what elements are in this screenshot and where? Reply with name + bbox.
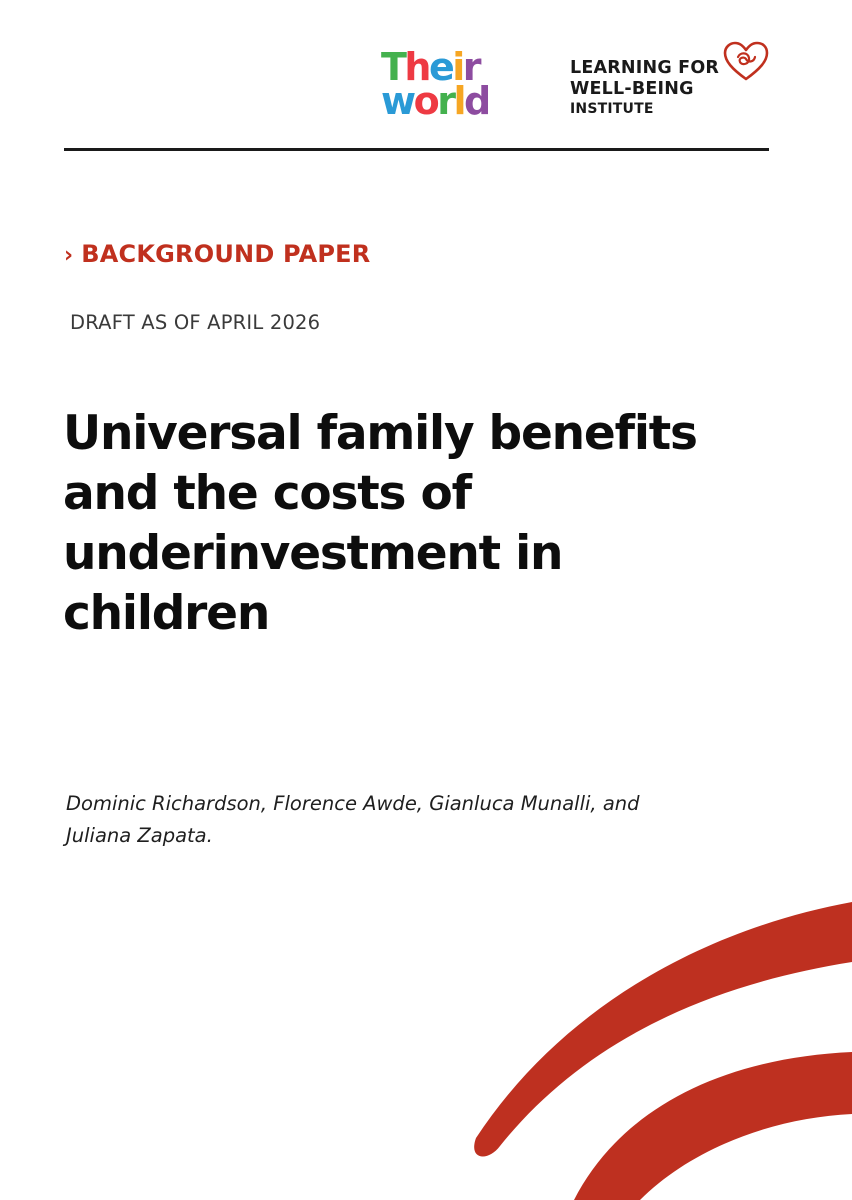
- lfwb-logo-text: [570, 58, 719, 118]
- logo-letter: r: [462, 45, 480, 89]
- logo-letter: i: [452, 45, 463, 89]
- logo-letter: T: [381, 45, 405, 89]
- document-type-label: [64, 240, 370, 268]
- title-line: and the costs of: [63, 466, 471, 521]
- swoosh-inner-band: [574, 1052, 852, 1200]
- logo-letter: h: [404, 45, 429, 89]
- swoosh-outer-band: [474, 902, 852, 1156]
- heart-icon: [722, 40, 770, 82]
- theirworld-logo-line-2: [381, 79, 489, 123]
- lfwb-logo-line-2: WELL-BEING: [570, 79, 694, 99]
- heart-icon-outline: [725, 43, 767, 79]
- author-line: Dominic Richardson, Florence Awde, Gianluca Munalli, and: [66, 792, 640, 815]
- author-list: [66, 788, 766, 852]
- theirworld-logo: [381, 46, 505, 122]
- document-type-text: BACKGROUND PAPER: [81, 240, 371, 268]
- logo-letter: e: [428, 45, 453, 89]
- learning-for-well-being-logo: [570, 58, 780, 122]
- chevron-right-icon: ›: [64, 243, 74, 268]
- title-line: Universal family benefits: [63, 406, 697, 461]
- document-title: [63, 404, 783, 644]
- draft-date-label: DRAFT AS OF APRIL 2026: [70, 311, 321, 334]
- author-line: Juliana Zapata.: [66, 824, 213, 847]
- lfwb-logo-line-3: INSTITUTE: [570, 101, 654, 117]
- title-line: children: [63, 586, 270, 641]
- logo-letter: o: [413, 79, 438, 123]
- lfwb-logo-line-1: LEARNING FOR: [570, 58, 720, 78]
- title-line: underinvestment in: [63, 526, 563, 581]
- logo-letter: r: [437, 79, 454, 123]
- logo-letter: d: [464, 79, 489, 123]
- logo-letter: l: [453, 79, 464, 123]
- header-divider: [64, 148, 769, 151]
- logo-letter: w: [381, 79, 414, 123]
- heart-icon-swirl: [738, 53, 755, 64]
